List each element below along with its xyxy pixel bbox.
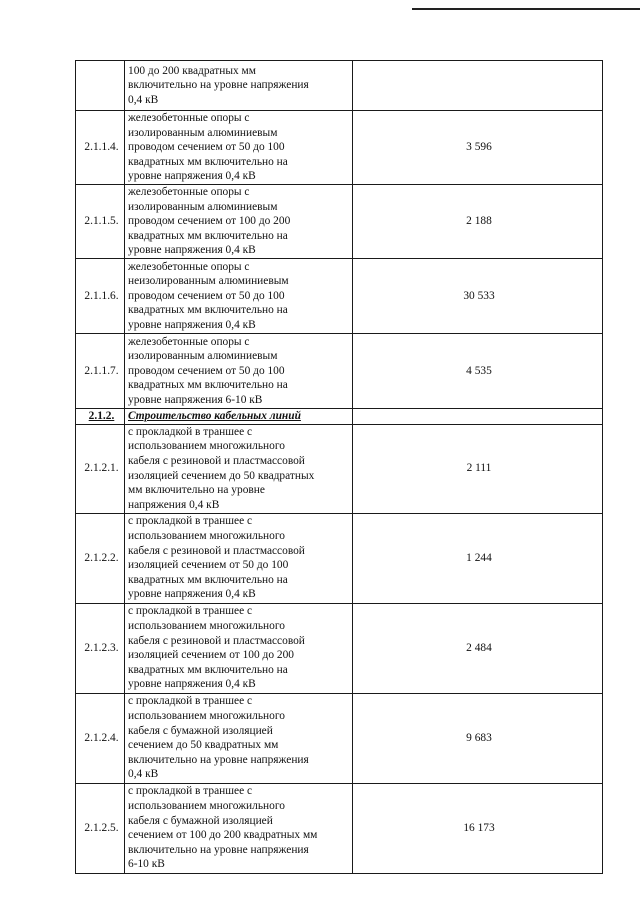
row-number: 2.1.1.4.: [76, 111, 125, 185]
table-row: [76, 513, 603, 603]
row-description: с прокладкой в траншее с использованием многожильного кабеля с резиновой и пластмассовой изоляцией сечением от 50 до 100 квадратных мм включительно на уровне напряжения 0,4 кВ: [125, 513, 353, 603]
table-row: [76, 693, 603, 783]
row-description: с прокладкой в траншее с использованием многожильного кабеля с бумажной изоляцией сечением от 100 до 200 квадратных мм включительно на уровне напряжения 6-10 кВ: [125, 783, 353, 873]
row-value: 2 111: [353, 424, 603, 513]
row-description: железобетонные опоры с изолированным алюминиевым проводом сечением от 50 до 100 квадратных мм включительно на уровне напряжения 0,4 кВ: [125, 111, 353, 185]
row-number: 2.1.2.3.: [76, 603, 125, 693]
row-value: 4 535: [353, 334, 603, 409]
table-row: [76, 603, 603, 693]
row-value: 30 533: [353, 259, 603, 334]
row-number: 2.1.2.1.: [76, 424, 125, 513]
row-description: с прокладкой в траншее с использованием многожильного кабеля с резиновой и пластмассовой изоляцией сечением до 50 квадратных мм включительно на уровне напряжения 0,4 кВ: [125, 424, 353, 513]
rates-table: [75, 60, 603, 874]
section-row: [76, 409, 603, 425]
row-number: 2.1.2.2.: [76, 513, 125, 603]
row-value: 2 484: [353, 603, 603, 693]
table-row: [76, 334, 603, 409]
row-description: железобетонные опоры с изолированным алюминиевым проводом сечением от 50 до 100 квадратных мм включительно на уровне напряжения 6-10 кВ: [125, 334, 353, 409]
row-description: железобетонные опоры с изолированным алюминиевым проводом сечением от 100 до 200 квадратных мм включительно на уровне напряжения 0,4 кВ: [125, 185, 353, 259]
row-number: 2.1.2.4.: [76, 693, 125, 783]
row-description: 100 до 200 квадратных мм включительно на уровне напряжения 0,4 кВ: [125, 61, 353, 111]
row-number: [76, 61, 125, 111]
table-row: [76, 111, 603, 185]
row-value: 1 244: [353, 513, 603, 603]
row-number: 2.1.1.5.: [76, 185, 125, 259]
section-value: [353, 409, 603, 425]
table-row: [76, 185, 603, 259]
section-title: Строительство кабельных линий: [125, 409, 353, 425]
table-row: [76, 424, 603, 513]
row-number: 2.1.1.6.: [76, 259, 125, 334]
table-row: [76, 259, 603, 334]
rates-table-body: [76, 61, 603, 874]
row-value: 16 173: [353, 783, 603, 873]
row-value: [353, 61, 603, 111]
row-value: 9 683: [353, 693, 603, 783]
row-value: 2 188: [353, 185, 603, 259]
table-row: [76, 783, 603, 873]
row-description: железобетонные опоры с неизолированным алюминиевым проводом сечением от 50 до 100 квадратных мм включительно на уровне напряжения 0,4 кВ: [125, 259, 353, 334]
row-value: 3 596: [353, 111, 603, 185]
row-number: 2.1.2.5.: [76, 783, 125, 873]
row-description: с прокладкой в траншее с использованием многожильного кабеля с резиновой и пластмассовой изоляцией сечением от 100 до 200 квадратных мм включительно на уровне напряжения 0,4 кВ: [125, 603, 353, 693]
section-number: 2.1.2.: [76, 409, 125, 425]
row-description: с прокладкой в траншее с использованием многожильного кабеля с бумажной изоляцией сечением до 50 квадратных мм включительно на уровне напряжения 0,4 кВ: [125, 693, 353, 783]
table-row: [76, 61, 603, 111]
header-rule: [412, 8, 640, 10]
row-number: 2.1.1.7.: [76, 334, 125, 409]
